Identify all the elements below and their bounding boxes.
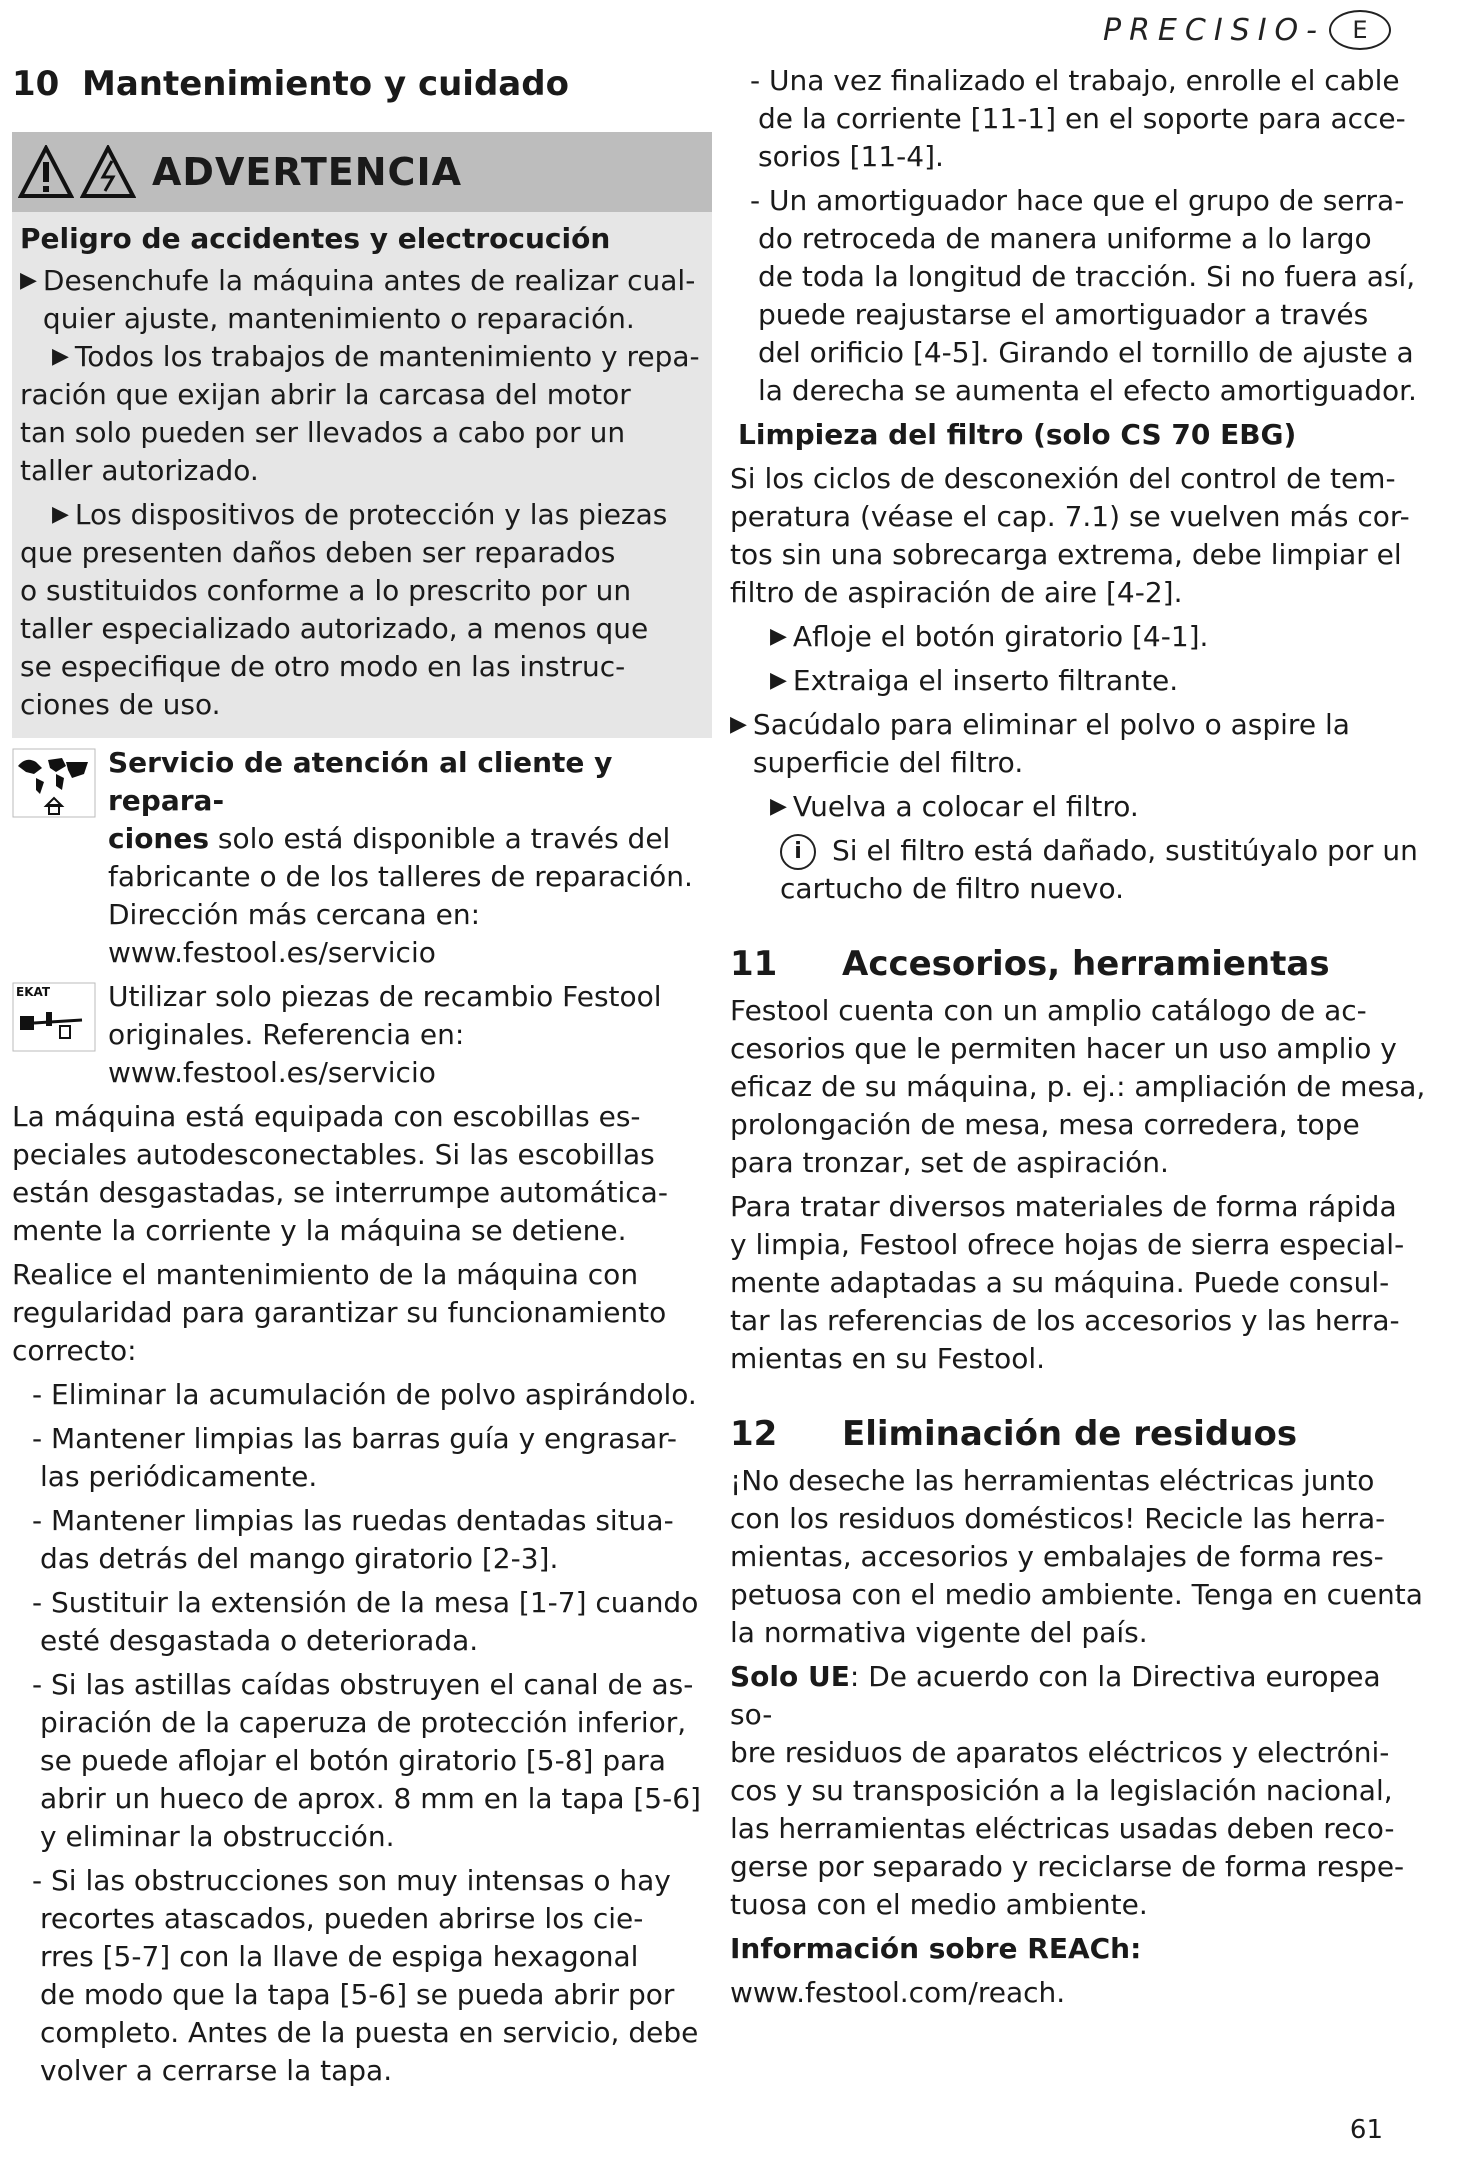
section-12-heading xyxy=(730,1412,1430,1456)
text-line: Utilizar solo piezas de recambio Festool xyxy=(108,979,662,1013)
text-line: das detrás del mango giratorio [2-3]. xyxy=(40,1541,559,1575)
text-line: cos y su transposición a la legislación nacional, xyxy=(730,1774,1393,1808)
language-badge: E xyxy=(1329,10,1391,50)
electric-hazard-icon xyxy=(80,145,136,199)
text-line: mente adaptadas a su máquina. Puede consul- xyxy=(730,1265,1390,1299)
warning-title: ADVERTENCIA xyxy=(152,150,462,195)
text-line: y eliminar la obstrucción. xyxy=(40,1819,395,1853)
ekat-url: www.festool.es/servicio xyxy=(108,1055,436,1089)
list-item: - Mantener limpias las ruedas dentadas situa- xyxy=(32,1503,674,1537)
section-number: 12 xyxy=(730,1413,778,1454)
service-title-end: ciones xyxy=(108,821,210,855)
text-line: eficaz de su máquina, p. ej.: ampliación de mesa, xyxy=(730,1069,1426,1103)
text-line: volver a cerrarse la tapa. xyxy=(40,2053,393,2087)
text-line: gerse por separado y reciclarse de forma respe- xyxy=(730,1850,1405,1884)
list-item: - Si las obstrucciones son muy intensas o hay xyxy=(32,1863,671,1897)
text-line: regularidad para garantizar su funcionamiento xyxy=(12,1295,667,1329)
text-line: Desenchufe la máquina antes de realizar cual- xyxy=(42,263,696,297)
text-line: fabricante o de los talleres de reparación. xyxy=(108,859,693,893)
text-line: de modo que la tapa [5-6] se pueda abrir por xyxy=(40,1977,675,2011)
list-item: - Eliminar la acumulación de polvo aspirándolo. xyxy=(32,1377,697,1411)
text-line: originales. Referencia en: xyxy=(108,1017,465,1051)
reach-title: Información sobre REACh: xyxy=(730,1932,1142,1966)
text-line: bre residuos de aparatos eléctricos y electróni- xyxy=(730,1736,1390,1770)
section-title: Eliminación de residuos xyxy=(842,1413,1298,1454)
text-line: peciales autodesconectables. Si las escobillas xyxy=(12,1137,655,1171)
warning-item xyxy=(20,262,704,338)
warning-box xyxy=(12,132,712,738)
warning-body xyxy=(12,212,712,728)
text-line: Para tratar diversos materiales de forma rápida xyxy=(730,1189,1397,1223)
text-line: Festool cuenta con un amplio catálogo de ac- xyxy=(730,993,1367,1027)
text-line: mientas en su Festool. xyxy=(730,1341,1046,1375)
text-line: Extraiga el inserto filtrante. xyxy=(792,663,1179,697)
warning-item xyxy=(20,338,704,376)
text-line: del orificio [4-5]. Girando el tornillo de ajuste a xyxy=(758,336,1414,369)
text-line: La máquina está equipada con escobillas es- xyxy=(12,1099,641,1133)
service-block xyxy=(12,744,712,972)
info-note xyxy=(730,832,1430,870)
text-line: tar las referencias de los accesorios y las herra- xyxy=(730,1303,1400,1337)
text-line: do retroceda de manera uniforme a lo largo xyxy=(758,222,1372,255)
list-item: - Un amortiguador hace que el grupo de serra- xyxy=(750,184,1405,217)
text-line: tos sin una sobrecarga extrema, debe limpiar el xyxy=(730,537,1402,571)
text-line: Vuelva a colocar el filtro. xyxy=(792,789,1139,823)
text-span: : De acuerdo con la Directiva europea so- xyxy=(730,1660,1381,1732)
text-line: cartucho de filtro nuevo. xyxy=(780,871,1125,905)
text-line: correcto: xyxy=(12,1333,137,1367)
page-number: 61 xyxy=(1349,2115,1383,2145)
section-title: Accesorios, herramientas xyxy=(842,943,1330,984)
filter-step xyxy=(730,788,1430,826)
maintenance-list xyxy=(12,1376,712,2090)
text-line: Si el filtro está dañado, sustitúyalo por un xyxy=(832,833,1418,867)
left-column xyxy=(12,62,712,2090)
filter-step xyxy=(730,706,1430,782)
text-line: prolongación de mesa, mesa corredera, tope xyxy=(730,1107,1360,1141)
text-line: peratura (véase el cap. 7.1) se vuelven más cor- xyxy=(730,499,1410,533)
text-line: completo. Antes de la puesta en servicio, debe xyxy=(40,2015,699,2049)
text-line: ración que exijan abrir la carcasa del motor xyxy=(20,377,631,411)
text-line: taller autorizado. xyxy=(20,453,259,487)
paragraph xyxy=(730,1462,1430,1652)
text-line: Sacúdalo para eliminar el polvo o aspire la xyxy=(752,707,1350,741)
text-line: quier ajuste, mantenimiento o reparación. xyxy=(42,301,635,335)
warning-triangle-icon xyxy=(18,145,74,199)
text-line: están desgastadas, se interrumpe automática- xyxy=(12,1175,668,1209)
service-text xyxy=(108,744,712,972)
text-line: Todos los trabajos de mantenimiento y repa- xyxy=(74,339,700,373)
list-item: - Mantener limpias las barras guía y engrasar- xyxy=(32,1421,678,1455)
text-line: mientas, accesorios y embalajes de forma res- xyxy=(730,1540,1384,1574)
text-line: las herramientas eléctricas usadas deben reco- xyxy=(730,1812,1395,1846)
text-line: Afloje el botón giratorio [4-1]. xyxy=(792,619,1209,653)
maintenance-list-continued xyxy=(730,62,1430,410)
text-line: petuosa con el medio ambiente. Tenga en cuenta xyxy=(730,1578,1423,1612)
section-number: 11 xyxy=(730,943,778,984)
service-title: Servicio de atención al cliente y repara- xyxy=(108,745,613,817)
list-item: - Sustituir la extensión de la mesa [1-7] cuando xyxy=(32,1585,699,1619)
text-line: con los residuos domésticos! Recicle las herra- xyxy=(730,1502,1386,1536)
brand-name: PRECISIO- xyxy=(1102,12,1325,48)
text-line: Realice el mantenimiento de la máquina con xyxy=(12,1257,639,1291)
text-line: puede reajustarse el amortiguador a través xyxy=(758,298,1369,331)
arrow-bullet-icon: ▶ xyxy=(770,623,787,649)
arrow-bullet-icon: ▶ xyxy=(770,793,787,819)
filter-heading: Limpieza del filtro (solo CS 70 EBG) xyxy=(738,418,1297,451)
page-header xyxy=(1103,10,1391,50)
text-line: de toda la longitud de tracción. Si no fuera así, xyxy=(758,260,1416,293)
service-url: www.festool.es/servicio xyxy=(108,935,436,969)
ekat-text xyxy=(108,978,712,1092)
warning-header xyxy=(12,132,712,212)
arrow-bullet-icon: ▶ xyxy=(52,343,69,369)
text-line: Si los ciclos de desconexión del control de tem- xyxy=(730,461,1396,495)
text-line: recortes atascados, pueden abrirse los cie- xyxy=(40,1901,644,1935)
text-line: la normativa vigente del país. xyxy=(730,1616,1148,1650)
ekat-label: EKAT xyxy=(16,984,51,999)
paragraph xyxy=(730,1188,1430,1378)
list-item: - Una vez finalizado el trabajo, enrolle el cable xyxy=(750,64,1400,97)
section-number: 10 xyxy=(12,64,60,104)
reach-url: www.festool.com/reach. xyxy=(730,1976,1066,2010)
text-line: para tronzar, set de aspiración. xyxy=(730,1145,1169,1179)
paragraph xyxy=(12,1256,712,1370)
text-line: esté desgastada o deteriorada. xyxy=(40,1623,479,1657)
ekat-block xyxy=(12,978,712,1092)
section-title: Mantenimiento y cuidado xyxy=(82,64,569,104)
paragraph xyxy=(12,1098,712,1250)
text-line: de la corriente [11-1] en el soporte para acce- xyxy=(758,102,1406,135)
right-column xyxy=(730,62,1430,2012)
text-line: que presenten daños deben ser reparados xyxy=(20,535,616,569)
list-item: - Si las astillas caídas obstruyen el canal de as- xyxy=(32,1667,694,1701)
text-line: cesorios que le permiten hacer un uso amplio y xyxy=(730,1031,1397,1065)
text-line: sorios [11-4]. xyxy=(758,140,944,173)
text-line: taller especializado autorizado, a menos que xyxy=(20,611,649,645)
section-11-heading xyxy=(730,942,1430,986)
text-line: o sustituidos conforme a lo prescrito por un xyxy=(20,573,632,607)
section-12 xyxy=(730,1412,1430,2012)
text-line: tuosa con el medio ambiente. xyxy=(730,1888,1148,1922)
arrow-bullet-icon: ▶ xyxy=(20,267,37,293)
text-line: filtro de aspiración de aire [4-2]. xyxy=(730,575,1183,609)
text-line: las periódicamente. xyxy=(40,1459,318,1493)
info-icon: i xyxy=(780,834,816,870)
text-line: se especifique de otro modo en las instruc- xyxy=(20,649,626,683)
text-line: Los dispositivos de protección y las piezas xyxy=(74,497,668,531)
service-icon-wrap xyxy=(12,748,108,822)
text-line: ¡No deseche las herramientas eléctricas junto xyxy=(730,1464,1375,1498)
filter-step xyxy=(730,618,1430,656)
filter-paragraph xyxy=(730,460,1430,612)
paragraph xyxy=(730,992,1430,1182)
spare-parts-icon xyxy=(12,982,96,1052)
warning-item xyxy=(20,496,704,534)
arrow-bullet-icon: ▶ xyxy=(52,501,69,527)
arrow-bullet-icon: ▶ xyxy=(770,667,787,693)
text-line: abrir un hueco de aprox. 8 mm en la tapa [5-6] xyxy=(40,1781,701,1815)
text-span: solo está disponible a través del xyxy=(209,821,671,855)
text-line: y limpia, Festool ofrece hojas de sierra especial- xyxy=(730,1227,1405,1261)
text-line: tan solo pueden ser llevados a cabo por un xyxy=(20,415,626,449)
ue-label: Solo UE xyxy=(730,1660,850,1694)
text-line: superficie del filtro. xyxy=(752,745,1024,779)
text-line: se puede aflojar el botón giratorio [5-8] para xyxy=(40,1743,666,1777)
text-line: la derecha se aumenta el efecto amortiguador. xyxy=(758,374,1417,407)
text-line: piración de la caperuza de protección inferior, xyxy=(40,1705,687,1739)
world-service-icon xyxy=(12,748,96,818)
text-line: Dirección más cercana en: xyxy=(108,897,481,931)
arrow-bullet-icon: ▶ xyxy=(730,711,747,737)
text-line: ciones de uso. xyxy=(20,687,221,721)
filter-step xyxy=(730,662,1430,700)
section-10-heading xyxy=(12,62,712,106)
paragraph xyxy=(730,1658,1430,1924)
text-line: rres [5-7] con la llave de espiga hexagonal xyxy=(40,1939,639,1973)
warning-subtitle: Peligro de accidentes y electrocución xyxy=(20,222,611,256)
ekat-icon-wrap xyxy=(12,982,108,1056)
section-11 xyxy=(730,942,1430,1378)
text-line: mente la corriente y la máquina se detiene. xyxy=(12,1213,627,1247)
